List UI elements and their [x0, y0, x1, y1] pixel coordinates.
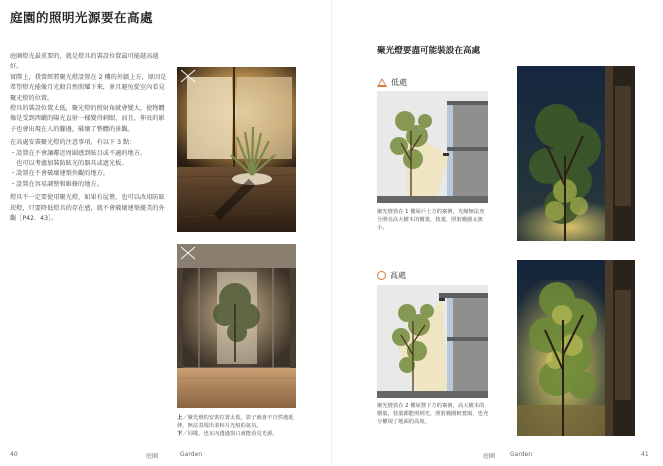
body-paragraph-3: 燈具不一定要使用聚光燈，如果有屋簷，也可以改用防眩崁燈，只要降低燈具的存在感，就不會破壞建築優美的外觀［P42．43］。 — [10, 194, 165, 223]
body-paragraph-2: 在高處安裝聚光燈的注意事項，有以下 3 點： ・設置在不會讓鄰近周圍感到眩目或不適的地方。 也可以考慮加裝防眩光的器具或遮光板。 ・設置在不會破壞建築外觀的地方。 ・設置在容易調整和維修的地方。 — [10, 139, 147, 188]
photo-low-spotlight-tree — [517, 66, 635, 241]
label-high-text: 高處 — [390, 271, 406, 280]
footer-section-jp-left: 庭園 — [146, 453, 159, 460]
footer-section-en-left: Garden — [180, 451, 202, 458]
caption-high-position: 聚光燈裝在 2 樓屋簷下方的案例，高大樹木的樹葉，枝葉都能照到光，照射範圍較寬廣，也充分權現了地面的高度。 — [377, 403, 489, 425]
photo-high-spotlight-tree — [517, 260, 635, 436]
photo-caption-left — [177, 414, 299, 438]
caption-bottom-text: ／同樣，也室內透過窗口就能看見光源。 — [182, 431, 278, 437]
photo-window-view — [177, 244, 296, 408]
label-high-position — [377, 270, 406, 281]
caption-label-bottom: 下 — [177, 431, 183, 437]
caption-top-text: ／聚光燈的安裝位置太低，影子就會不自然地延伸，無法表現出柔和月光般的氣氛。 — [177, 415, 294, 429]
footer-section-en-right: Garden — [510, 451, 532, 458]
page-gutter — [331, 0, 332, 466]
circle-ok-icon — [377, 271, 386, 280]
triangle-warning-icon — [377, 78, 387, 87]
photo-low-light-terrace — [177, 67, 296, 232]
diagram-high-position — [377, 285, 488, 398]
page-number-left: 40 — [10, 451, 18, 458]
caption-low-position: 聚光燈裝在 1 樓屋戶上方的案例，光線無法充分照亮高大樹木的樹葉，枝葉，照射範圍太狹小。 — [377, 209, 485, 231]
label-low-position — [377, 77, 407, 88]
page-number-right: 41 — [641, 451, 649, 458]
diagram-low-position — [377, 91, 488, 203]
body-text — [10, 52, 168, 225]
page-title: 庭園的照明光源要在高處 — [10, 10, 154, 25]
footer-section-jp-right: 庭園 — [483, 453, 496, 460]
body-paragraph-1: 庭園燈光最重要的，就是燈具的裝設位置最可能越高越好。 實際上，我曾經將聚光燈設置在 2 樓的外牆上方，原因是希望燈光能像月光般自然照耀下來，並且避免從室內看見聚光燈的位置。 燈具的裝設位置太低，聚光燈的照射角就會變大，使物體像是受到西曬的陽光直射一樣變得刺眼，而且，伸長的影子也會出現在人的腳邊，破壞了整體的景觀。 — [10, 53, 167, 133]
label-low-text: 低處 — [391, 78, 407, 87]
caption-label-top: 上 — [177, 415, 183, 421]
section-subtitle: 聚光燈要盡可能裝設在高處 — [377, 46, 481, 56]
